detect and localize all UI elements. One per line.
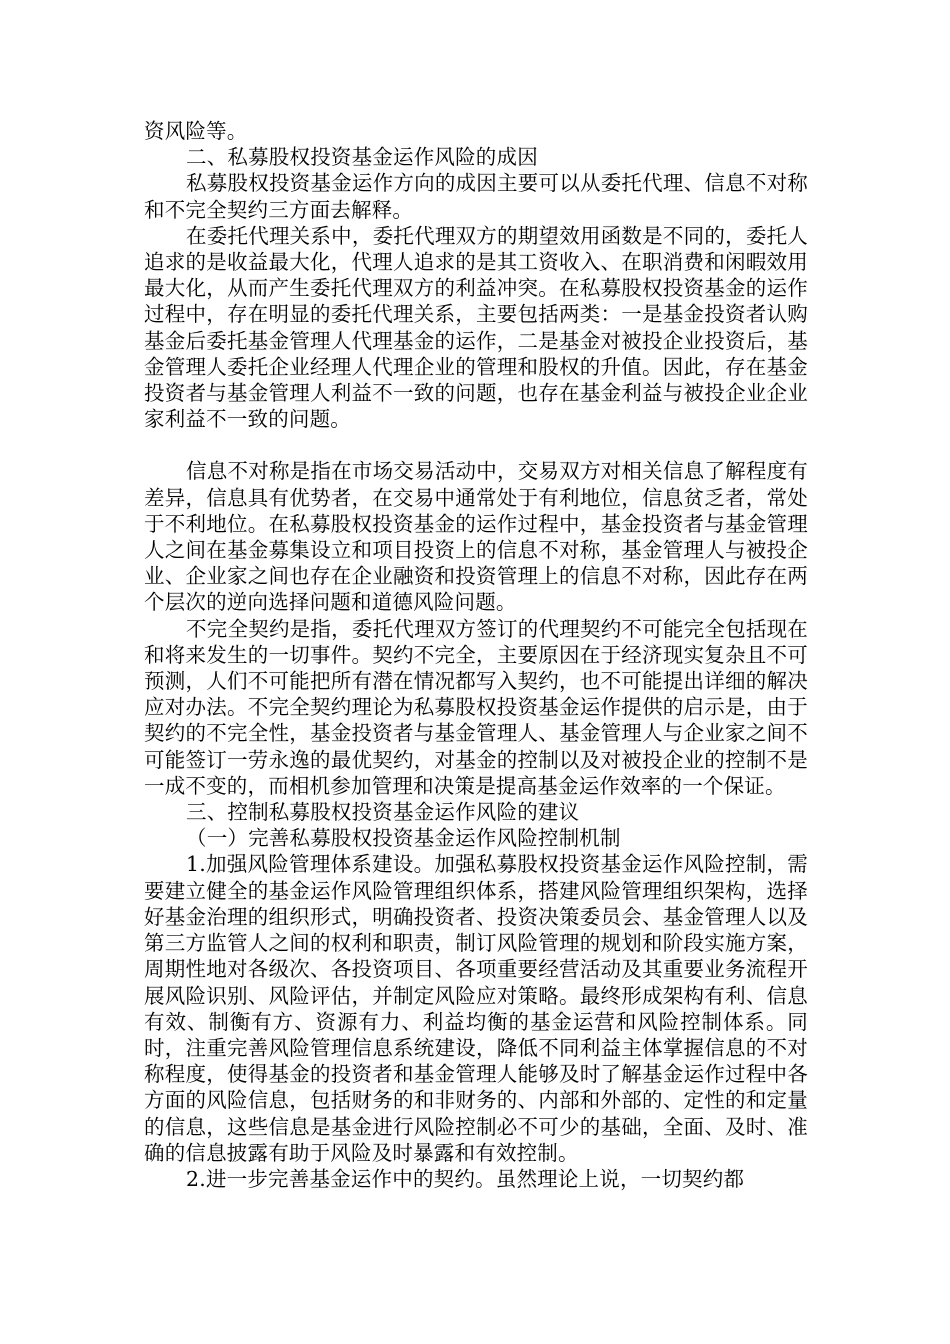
document-page xyxy=(144,118,808,1192)
section-heading-3: 三、控制私募股权投资基金运作风险的建议 xyxy=(186,800,580,825)
paragraph-causes-intro: 私募股权投资基金运作方向的成因主要可以从委托代理、信息不对称和不完全契约三方面去解释。 xyxy=(144,171,808,222)
paragraph-risk-management-system: 1.加强风险管理体系建设。加强私募股权投资基金运作风险控制，需要建立健全的基金运作风险管理组织体系，搭建风险管理组织架构，选择好基金治理的组织形式，明确投资者、投资决策委员会、基金管理人以及第三方监管人之间的权利和职责，制订风险管理的规划和阶段实施方案，周期性地对各级次、各投资项目、各项重要经营活动及其重要业务流程开展风险识别、风险评估，并制定风险应对策略。最终形成架构有利、信息有效、制衡有方、资源有力、利益均衡的基金运营和风险控制体系。同时，注重完善风险管理信息系统建设，降低不同利益主体掌握信息的不对称程度，使得基金的投资者和基金管理人能够及时了解基金运作过程中各方面的风险信息，包括财务的和非财务的、内部和外部的、定性的和定量的信息，这些信息是基金进行风险控制必不可少的基础，全面、及时、准确的信息披露有助于风险及时暴露和有效控制。 xyxy=(144,852,808,1165)
subsection-heading-1: （一）完善私募股权投资基金运作风险控制机制 xyxy=(186,826,621,851)
paragraph-continuation: 资风险等。 xyxy=(144,119,248,143)
paragraph-contract-improvement: 2.进一步完善基金运作中的契约。虽然理论上说，一切契约都 xyxy=(186,1166,745,1191)
section-heading-2: 二、私募股权投资基金运作风险的成因 xyxy=(186,145,538,170)
paragraph-information-asymmetry: 信息不对称是指在市场交易活动中，交易双方对相关信息了解程度有差异，信息具有优势者，在交易中通常处于有利地位，信息贫乏者，常处于不利地位。在私募股权投资基金的运作过程中，基金投资者与基金管理人之间在基金募集设立和项目投资上的信息不对称，基金管理人与被投企业、企业家之间也存在企业融资和投资管理上的信息不对称，因此存在两个层次的逆向选择问题和道德风险问题。 xyxy=(144,459,808,615)
paragraph-incomplete-contract: 不完全契约是指，委托代理双方签订的代理契约不可能完全包括现在和将来发生的一切事件。契约不完全，主要原因在于经济现实复杂且不可预测，人们不可能把所有潜在情况都写入契约，也不可能提出详细的解决应对办法。不完全契约理论为私募股权投资基金运作提供的启示是，由于契约的不完全性，基金投资者与基金管理人、基金管理人与企业家之间不可能签订一劳永逸的最优契约，对基金的控制以及对被投企业的控制不是一成不变的，而相机参加管理和决策是提高基金运作效率的一个保证。 xyxy=(144,616,808,798)
paragraph-principal-agent: 在委托代理关系中，委托代理双方的期望效用函数是不同的，委托人追求的是收益最大化，代理人追求的是其工资收入、在职消费和闲暇效用最大化，从而产生委托代理双方的利益冲突。在私募股权投资基金的运作过程中，存在明显的委托代理关系，主要包括两类：一是基金投资者认购基金后委托基金管理人代理基金的运作，二是基金对被投企业投资后，基金管理人委托企业经理人代理企业的管理和股权的升值。因此，存在基金投资者与基金管理人利益不一致的问题，也存在基金利益与被投企业企业家利益不一致的问题。 xyxy=(144,223,808,432)
